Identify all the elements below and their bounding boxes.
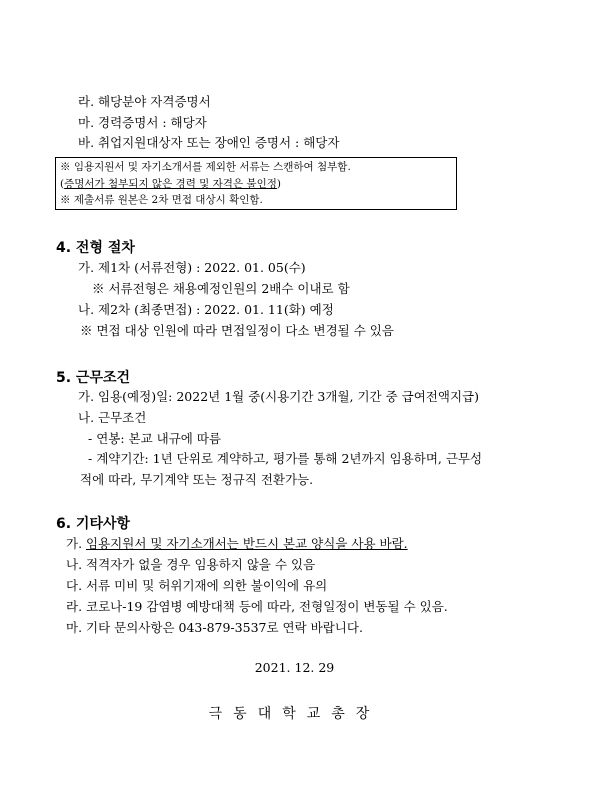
notice-line-2: (증명서가 첨부되지 않은 경력 및 자격은 불인정) — [60, 178, 281, 190]
notice-line-3: ※ 제출서류 원본은 2차 면접 대상시 확인함. — [60, 194, 263, 206]
document-date: 2021. 12. 29 — [254, 660, 335, 675]
section5-contract-line2: 적에 따라, 무기계약 또는 정규직 전환가능. — [80, 472, 314, 487]
doc-item-ma: 마. 경력증명서 : 해당자 — [78, 115, 207, 130]
section6-underlined-text: 임용지원서 및 자기소개서는 반드시 본교 양식을 사용 바람. — [86, 536, 408, 551]
doc-item-ra: 라. 해당분야 자격증명서 — [78, 94, 211, 109]
section5-contract-line1: - 계약기간: 1년 단위로 계약하고, 평가를 통해 2년까지 임용하며, 근무성 — [88, 451, 483, 466]
notice-box — [55, 157, 457, 210]
notice-line-1: ※ 임용지원서 및 자기소개서를 제외한 서류는 스캔하여 첨부함. — [60, 161, 351, 173]
issuer-signature: 극동대학교총장 — [208, 706, 381, 722]
section4-step2-note: ※ 면접 대상 인원에 따라 면접일정이 다소 변경될 수 있음 — [80, 323, 394, 338]
section6-item-na: 나. 적격자가 없을 경우 임용하지 않을 수 있음 — [66, 557, 316, 572]
section4-step1-note: ※ 서류전형은 채용예정인원의 2배수 이내로 함 — [92, 281, 350, 296]
doc-item-ba: 바. 취업지원대상자 또는 장애인 증명서 : 해당자 — [78, 135, 340, 150]
section6-heading: 6. 기타사항 — [56, 516, 131, 532]
section5-item-na: 나. 근무조건 — [78, 410, 147, 425]
section5-heading: 5. 근무조건 — [56, 370, 131, 386]
section6-item-da: 다. 서류 미비 및 허위기재에 의한 불이익에 유의 — [66, 578, 328, 593]
section4-heading: 4. 전형 절차 — [56, 240, 135, 256]
section5-salary: - 연봉: 본교 내규에 따름 — [88, 431, 222, 446]
section5-item-ga: 가. 임용(예정)일: 2022년 1월 중(시용기간 3개월, 기간 중 급여전액지급) — [78, 389, 479, 404]
notice-underlined-text: 증명서가 첨부되지 않은 경력 및 자격은 불인정 — [64, 178, 277, 190]
section6-item-ma: 마. 기타 문의사항은 043-879-3537로 연락 바랍니다. — [66, 620, 363, 635]
section6-item-ga: 가. 임용지원서 및 자기소개서는 반드시 본교 양식을 사용 바람. — [66, 536, 408, 551]
section6-item-ra: 라. 코로나-19 감염병 예방대책 등에 따라, 전형일정이 변동될 수 있음. — [66, 599, 448, 614]
section4-step2: 나. 제2차 (최종면접) : 2022. 01. 11(화) 예정 — [78, 302, 334, 317]
section4-step1: 가. 제1차 (서류전형) : 2022. 01. 05(수) — [78, 260, 306, 275]
